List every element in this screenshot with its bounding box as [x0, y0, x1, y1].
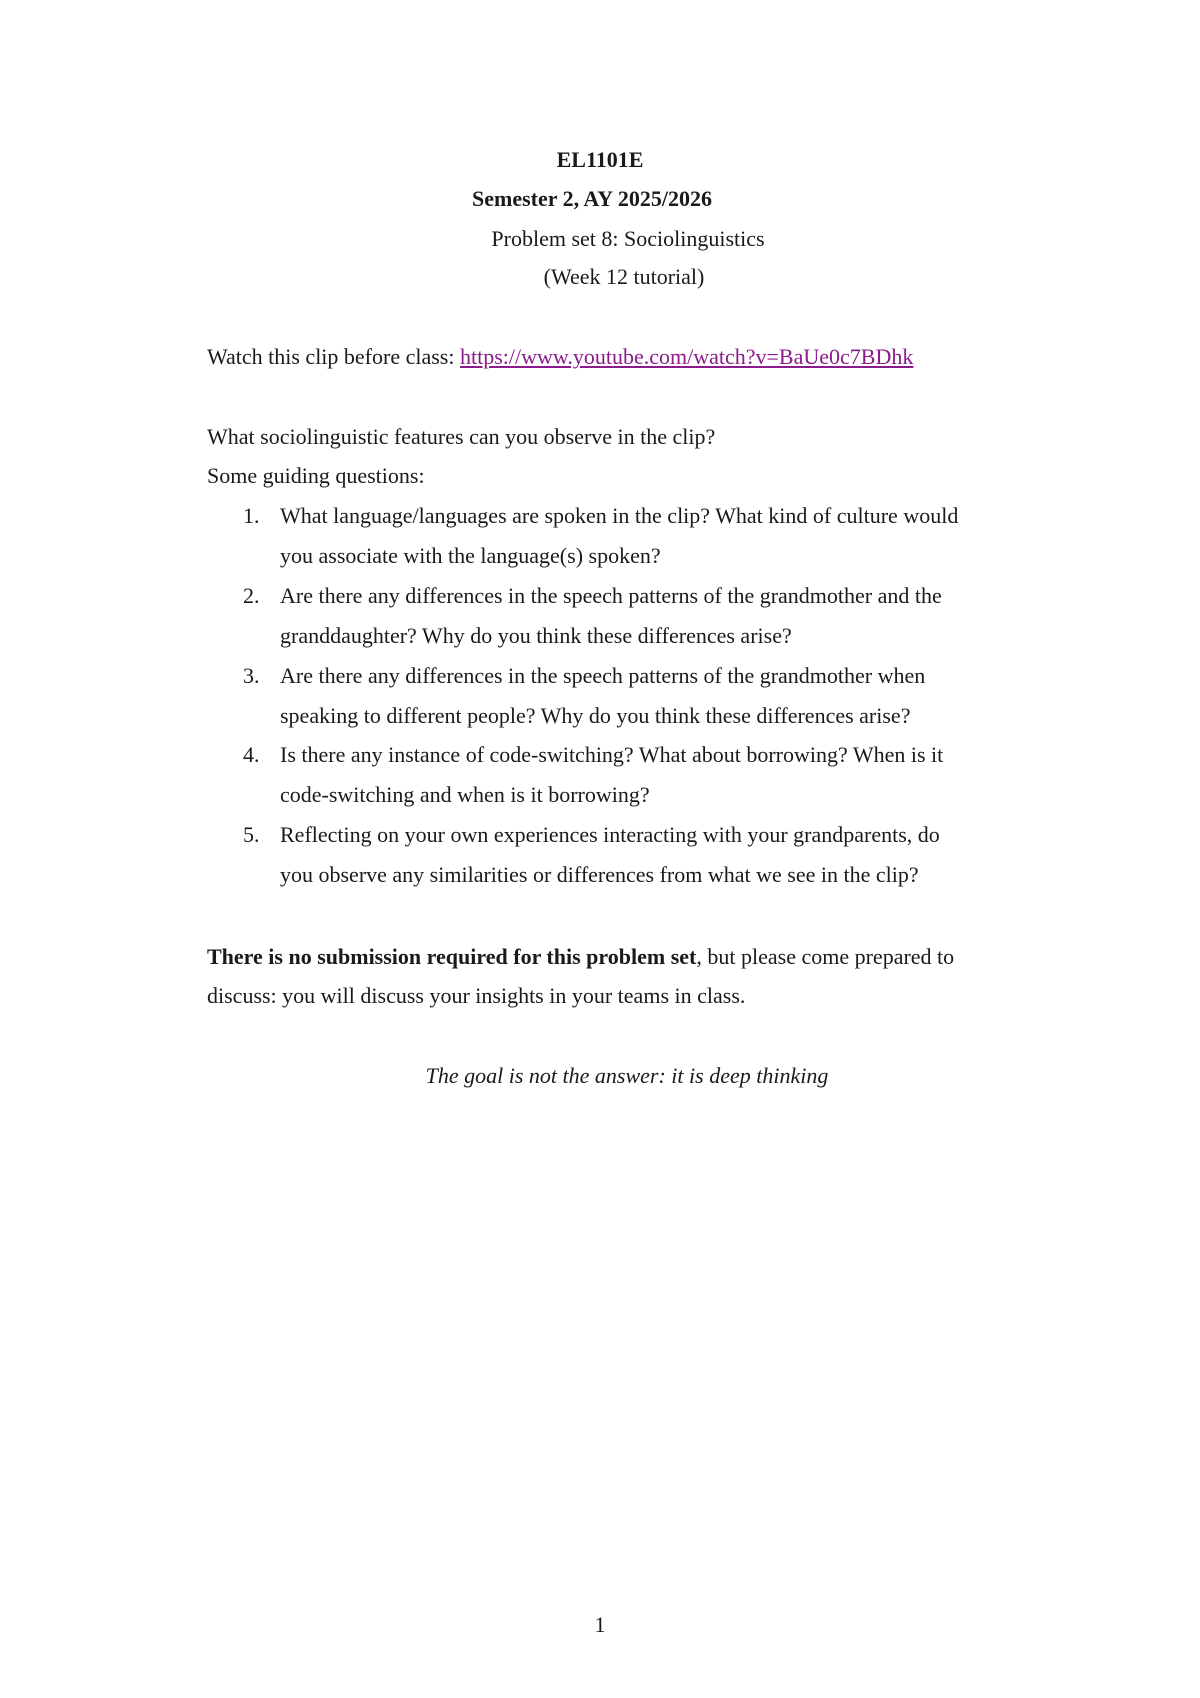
list-number: 2.: [243, 583, 260, 608]
list-text-line: What language/languages are spoken in the clip? What kind of culture would: [280, 503, 959, 528]
list-text: [280, 656, 1070, 736]
list-number: 5.: [243, 822, 260, 847]
submission-rest: , but please come prepared to: [696, 944, 955, 969]
list-text-line: granddaughter? Why do you think these differences arise?: [280, 623, 792, 648]
semester-line: Semester 2, AY 2025/2026: [472, 186, 712, 211]
submission-line-2: discuss: you will discuss your insights in your teams in class.: [207, 983, 746, 1008]
list-text-line: you associate with the language(s) spoken?: [280, 543, 661, 568]
submission-bold: There is no submission required for this problem set: [207, 944, 697, 969]
submission-line-1: [207, 942, 954, 972]
list-text: [280, 735, 1070, 815]
intro-question: What sociolinguistic features can you observe in the clip?: [207, 424, 716, 449]
page-number: 1: [594, 1612, 606, 1637]
course-code: EL1101E: [556, 147, 644, 172]
week-label: (Week 12 tutorial): [543, 264, 705, 289]
list-number: 3.: [243, 663, 260, 688]
list-text-line: Are there any differences in the speech patterns of the grandmother and the: [280, 583, 942, 608]
list-number: 1.: [243, 503, 260, 528]
list-number: 4.: [243, 742, 260, 767]
watch-prefix: Watch this clip before class:: [207, 344, 460, 369]
list-text-line: Reflecting on your own experiences interacting with your grandparents, do: [280, 822, 940, 847]
list-text-line: code-switching and when is it borrowing?: [280, 782, 650, 807]
list-text: [280, 576, 1070, 656]
list-text: [280, 815, 1070, 895]
list-text-line: you observe any similarities or differences from what we see in the clip?: [280, 862, 919, 887]
list-text-line: speaking to different people? Why do you think these differences arise?: [280, 703, 911, 728]
youtube-link[interactable]: https://www.youtube.com/watch?v=BaUe0c7BDhk: [459, 344, 914, 369]
watch-instruction: [207, 342, 913, 372]
list-text: [280, 496, 1070, 576]
problem-set-title: Problem set 8: Sociolinguistics: [491, 226, 765, 251]
guiding-questions-label: Some guiding questions:: [207, 463, 425, 488]
motto: The goal is not the answer: it is deep thinking: [425, 1063, 829, 1088]
list-text-line: Is there any instance of code-switching? What about borrowing? When is it: [280, 742, 944, 767]
list-text-line: Are there any differences in the speech patterns of the grandmother when: [280, 663, 926, 688]
